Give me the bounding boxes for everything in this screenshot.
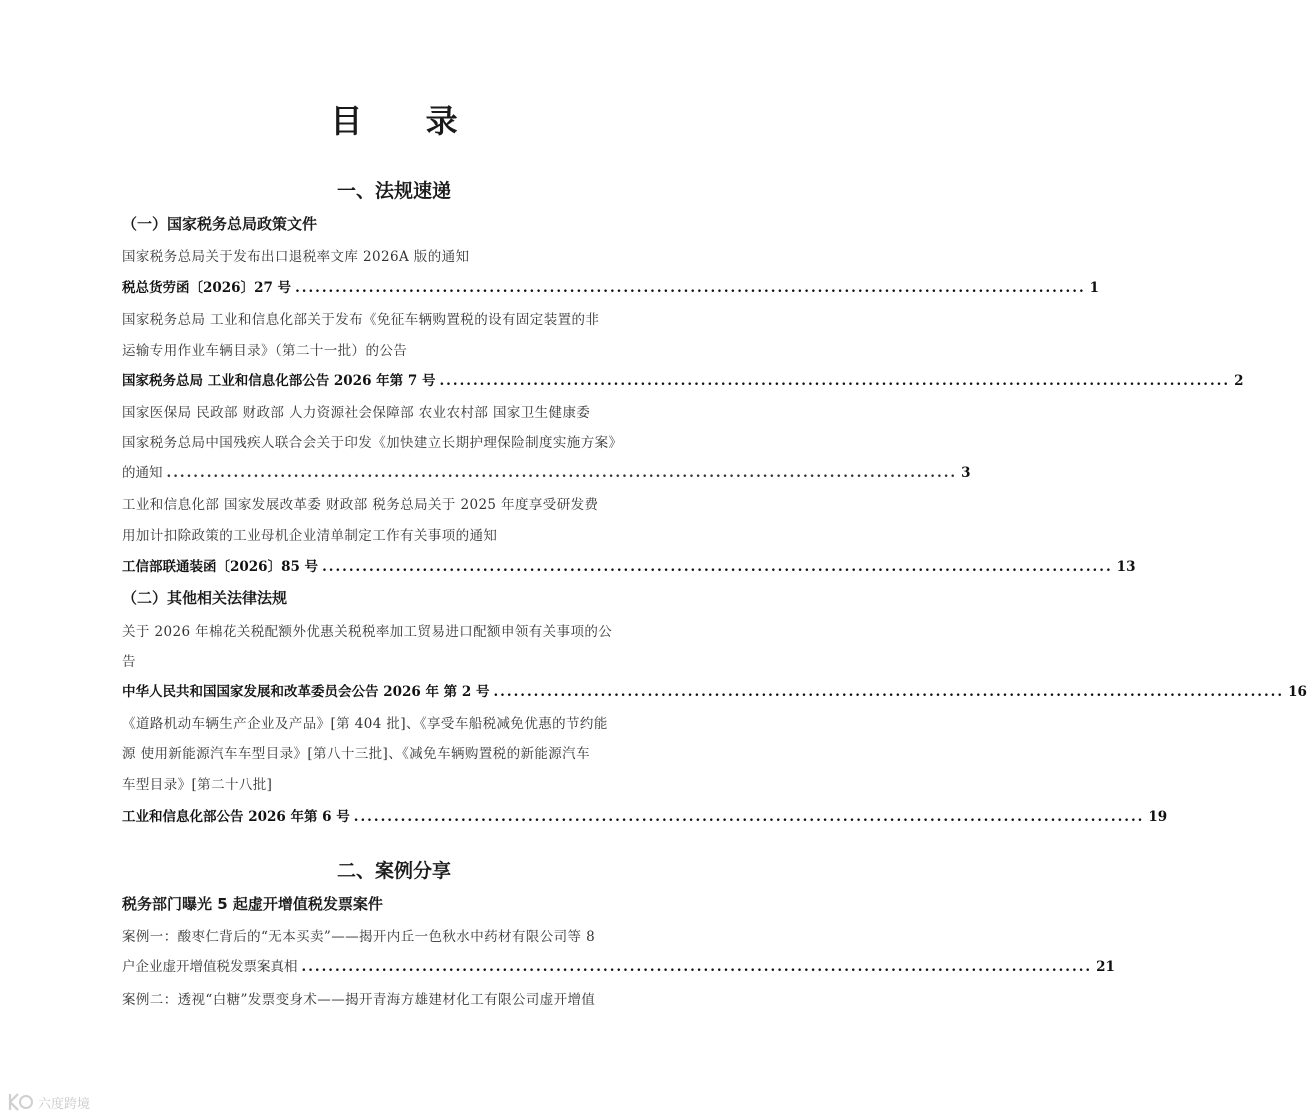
toc-item-line: 用加计扣除政策的工业母机企业清单制定工作有关事项的通知 xyxy=(122,528,498,544)
leader-dots: ...................................................................................................................... xyxy=(493,684,1285,700)
toc-entry-link[interactable] xyxy=(122,276,1100,296)
toc-entry-link[interactable] xyxy=(122,369,1244,389)
leader-dots: ...................................................................................................................... xyxy=(322,559,1113,575)
page-number: 19 xyxy=(1148,809,1168,825)
toc-entry-ref: 工信部联通装函〔2026〕85 号 xyxy=(122,559,319,575)
k-logo-icon xyxy=(6,1092,34,1112)
leader-dots: ...................................................................................................................... xyxy=(301,959,1093,975)
toc-item-line: 运输专用作业车辆目录》（第二十一批）的公告 xyxy=(122,343,408,359)
toc-entry-link[interactable] xyxy=(122,955,1115,975)
page-number: 2 xyxy=(1234,373,1244,389)
toc-item-line: 告 xyxy=(122,654,136,670)
toc-entry-ref: 户企业虚开增值税发票案真相 xyxy=(122,959,298,975)
toc-entry-ref: 国家税务总局 工业和信息化部公告 2026 年第 7 号 xyxy=(122,373,436,389)
page-number: 1 xyxy=(1089,280,1100,296)
section-heading-regulations: 一、法规速递 xyxy=(336,180,451,202)
page-number: 13 xyxy=(1116,559,1136,575)
toc-entry-link[interactable] xyxy=(122,805,1168,825)
toc-item-line: 《道路机动车辆生产企业及产品》[第 404 批]、《享受车船税减免优惠的节约能 xyxy=(122,716,608,732)
section-heading-cases: 二、案例分享 xyxy=(336,860,451,882)
page-number: 16 xyxy=(1288,684,1307,700)
toc-entry-link[interactable] xyxy=(122,555,1136,575)
leader-dots: ...................................................................................................................... xyxy=(166,465,958,481)
toc-item-line: 案例二：透视“白糖”发票变身术——揭开青海方雄建材化工有限公司虚开增值 xyxy=(122,992,596,1008)
toc-item-line: 国家税务总局 工业和信息化部关于发布《免征车辆购置税的设有固定装置的非 xyxy=(122,312,600,328)
toc-item-line: 国家税务总局关于发布出口退税率文库 2026A 版的通知 xyxy=(122,249,470,265)
leader-dots: ...................................................................................................................... xyxy=(295,280,1086,296)
subsection-heading-other-laws: （二）其他相关法律法规 xyxy=(122,589,288,607)
watermark-text: 六度跨境 xyxy=(38,1096,91,1112)
page-title: 目 录 xyxy=(330,102,484,140)
toc-entry-ref: 工业和信息化部公告 2026 年第 6 号 xyxy=(122,809,350,825)
toc-item-line: 关于 2026 年棉花关税配额外优惠关税税率加工贸易进口配额申领有关事项的公 xyxy=(122,624,613,640)
toc-item-line: 案例一：酸枣仁背后的“无本买卖”——揭开内丘一色秋水中药材有限公司等 8 xyxy=(122,929,596,945)
toc-item-line: 车型目录》[第二十八批] xyxy=(122,777,273,793)
leader-dots: ...................................................................................................................... xyxy=(439,373,1231,389)
toc-entry-link[interactable] xyxy=(122,461,971,481)
watermark xyxy=(6,1092,90,1112)
toc-item-line: 源 使用新能源汽车车型目录》[第八十三批]、《减免车辆购置税的新能源汽车 xyxy=(122,746,590,762)
toc-item-line: 国家医保局 民政部 财政部 人力资源社会保障部 农业农村部 国家卫生健康委 xyxy=(122,405,591,421)
toc-entry-ref: 税总货劳函〔2026〕27 号 xyxy=(122,280,292,296)
toc-entry-ref: 中华人民共和国国家发展和改革委员会公告 2026 年 第 2 号 xyxy=(122,684,490,700)
subsection-heading-invoice-cases: 税务部门曝光 5 起虚开增值税发票案件 xyxy=(122,895,383,913)
toc-item-line: 国家税务总局中国残疾人联合会关于印发《加快建立长期护理保险制度实施方案》 xyxy=(122,435,623,451)
page-number: 21 xyxy=(1096,959,1115,975)
leader-dots: ...................................................................................................................... xyxy=(353,809,1145,825)
toc-entry-ref: 的通知 xyxy=(122,465,163,481)
subsection-heading-tax-bureau: （一）国家税务总局政策文件 xyxy=(122,215,318,233)
toc-entry-link[interactable] xyxy=(122,680,1307,700)
page-number: 3 xyxy=(961,465,971,481)
toc-item-line: 工业和信息化部 国家发展改革委 财政部 税务总局关于 2025 年度享受研发费 xyxy=(122,497,599,513)
